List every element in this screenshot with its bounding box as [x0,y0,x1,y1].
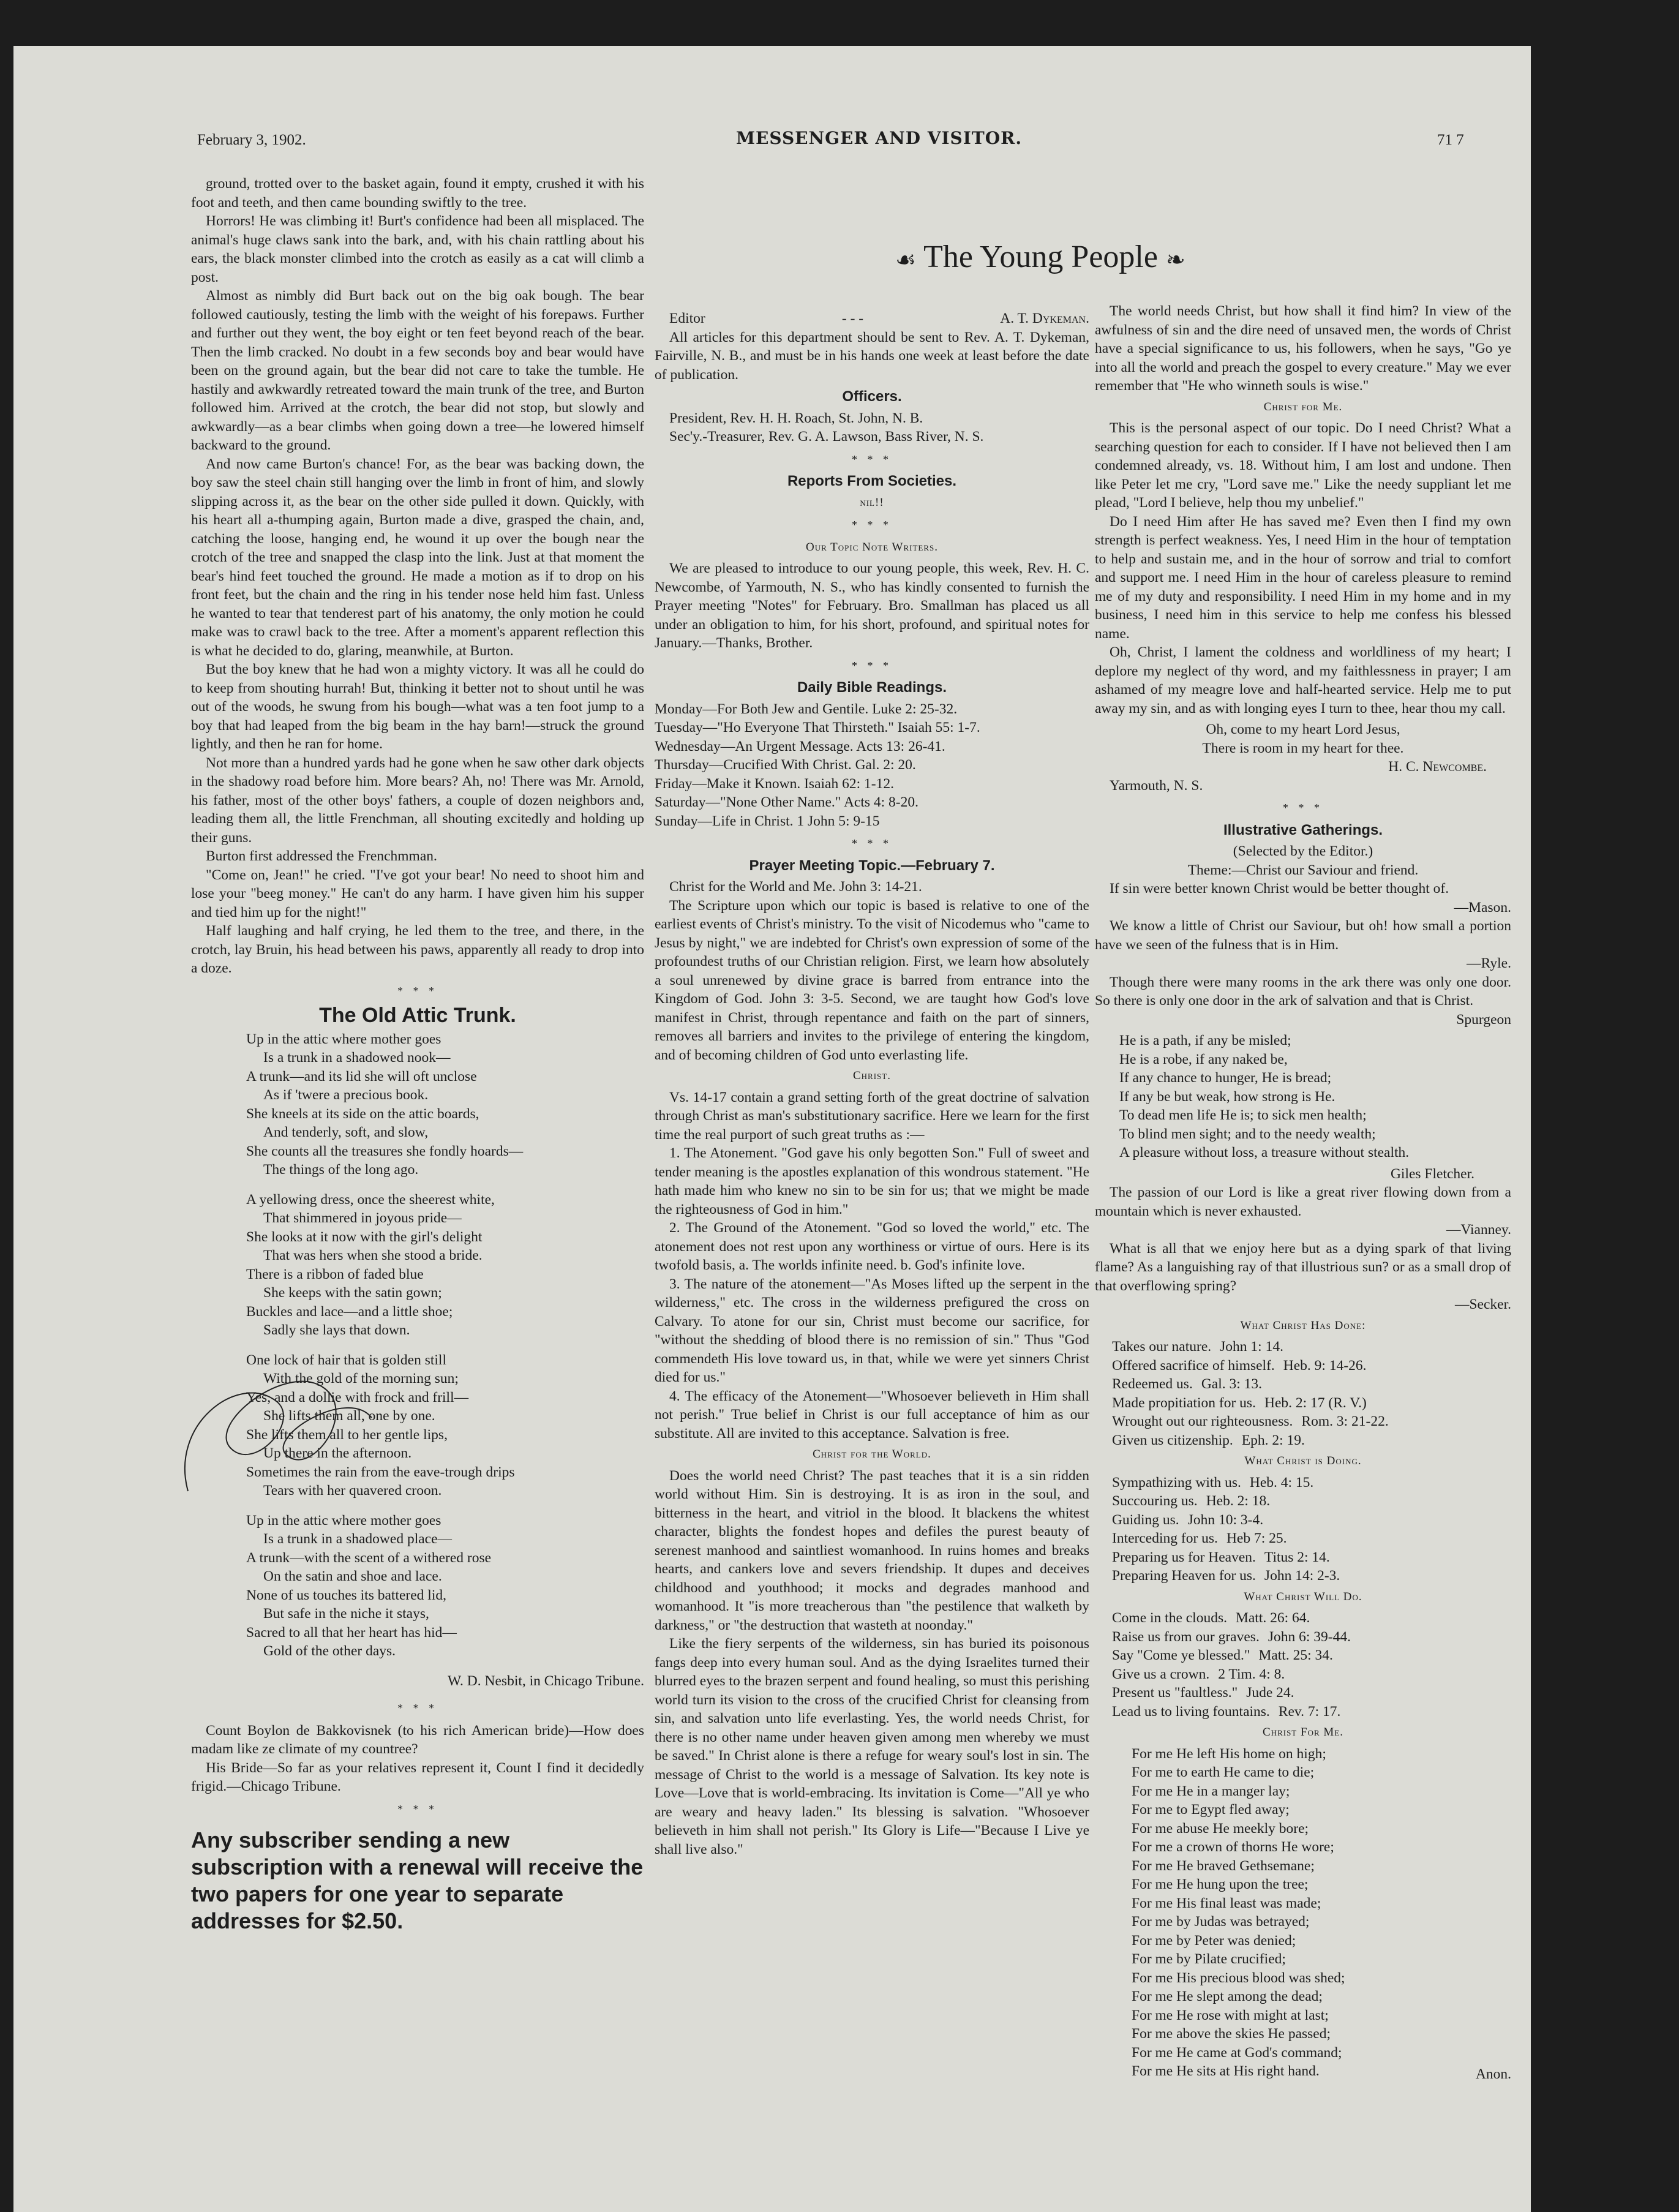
poem-line: Up there in the afternoon. [263,1445,412,1461]
closing-couplet [1095,720,1511,758]
poem-line: A trunk—with the scent of a withered rose [246,1549,492,1566]
poem-line: Gold of the other days. [263,1643,396,1659]
poem-line: Sometimes the rain from the eave-trough drips [246,1464,515,1480]
scripture-reference: John 1: 14. [1220,1339,1283,1355]
page-number: 71 7 [1437,132,1464,148]
section-divider: * * * [397,1802,438,1815]
scripture-reference: Jude 24. [1246,1685,1294,1701]
scripture-reference: Heb 7: 25. [1226,1530,1287,1546]
story-paragraph: "Come on, Jean!" he cried. "I've got your bear! No need to shoot him and lose your "beeg money." He can't do any harm. I have given him his supper and tied him up for the night!" [191,867,644,920]
christ-for-me-poem-line: For me by Judas was betrayed; [1132,1914,1310,1930]
christ-for-me-poem-line: For me He slept among the dead; [1132,1988,1323,2004]
quote-author: —Mason. [1454,899,1511,916]
fletcher-author: Giles Fletcher. [1390,1165,1474,1182]
scripture-action: Give us a crown. [1112,1666,1210,1682]
couplet-line: There is room in my heart for thee. [1202,740,1404,756]
scripture-row [1095,1567,1511,1586]
scripture-action: Say "Come ye blessed." [1112,1647,1250,1663]
christ-for-me-poem-line: For me His final least was made; [1132,1895,1321,1911]
story-paragraph: Not more than a hundred yards had he gone when he saw other dark objects in the shadowy road before him. More bears? Ah, no! There was Mr. Arnold, his father, most of the other boys' fathers, a couple of dozen neighbors and, leading them all, the little Frenchman, all shouting excitedly and holding up their guns. [191,754,644,846]
bible-reading: Saturday—"None Other Name." Acts 4: 8-20. [655,794,918,810]
poem-line: She lifts them all, one by one. [263,1408,435,1424]
christ-heading: Christ. [853,1069,891,1082]
fletcher-line: He is a robe, if any naked be, [1119,1051,1288,1067]
scripture-reference: John 6: 39-44. [1268,1628,1351,1645]
christ-for-me-poem-line: For me He sits at His right hand. [1132,2063,1320,2079]
story-paragraph: ground, trotted over to the basket again, found it empty, crushed it with his foot and teeth, and then came bounding swiftly to the tree. [191,176,644,211]
gatherings-subtitle: (Selected by the Editor.) [1233,843,1373,859]
bible-reading: Sunday—Life in Christ. 1 John 5: 9-15 [655,813,880,829]
christ-for-me-poem-line: For me He rose with might at last; [1132,2007,1329,2023]
scripture-action: Made propitiation for us. [1112,1394,1256,1411]
poem-line: That was hers when she stood a bride. [263,1247,483,1263]
scripture-row [1095,1683,1511,1702]
quote-text: If sin were better known Christ would be better thought of. [1110,881,1449,897]
section-divider: * * * [1283,802,1323,814]
scripture-reference: Titus 2: 14. [1264,1549,1330,1565]
bible-readings-heading: Daily Bible Readings. [797,679,947,696]
will-do-list [1095,1609,1511,1721]
section-divider: * * * [852,837,892,849]
poem-line: And tenderly, soft, and slow, [263,1124,429,1140]
fletcher-line: To blind men sight; and to the needy wealth; [1119,1126,1376,1142]
officers-heading: Officers. [842,388,902,405]
scripture-row [1095,1394,1511,1413]
scripture-reference: John 10: 3-4. [1187,1511,1264,1528]
christ-paragraph: 2. The Ground of the Atonement. "God so loved the world," etc. The atonement does not rest upon any worthiness or virtue of ours. Here is its twofold basis, a. The worlds infinite need. b. God's infinite love. [655,1220,1089,1273]
anecdote [191,1721,644,1796]
story-paragraph: But the boy knew that he had won a mighty victory. It was all he could do to keep from shouting hurrah! But, thinking it better not to shout until he was out of the woods, he swung from his bough—what was a ten foot jump to a boy that had leaped from the big beam in the hay barn!—struck the ground lightly, and then he ran for home. [191,661,644,752]
theme: Theme:—Christ our Saviour and friend. [1187,862,1419,878]
poem-title: The Old Attic Trunk. [319,1004,516,1027]
story-paragraph: Burton first addressed the Frenchmman. [206,848,437,864]
scripture-row [1095,1412,1511,1431]
scripture-reference: Heb. 2: 18. [1206,1493,1271,1509]
poem-line: Is a trunk in a shadowed place— [263,1531,453,1547]
poem-line: Up in the attic where mother goes [246,1031,441,1047]
christ-for-me-poem-author: Anon. [1475,2066,1511,2082]
scripture-row [1095,1628,1511,1647]
scripture-row [1095,1646,1511,1665]
leaf-ornament-icon: ❧ [1165,247,1185,273]
poem-line: A trunk—and its lid she will oft unclose [246,1068,477,1085]
scripture-action: Succouring us. [1112,1493,1198,1509]
fletcher-line: If any chance to hunger, He is bread; [1119,1070,1332,1086]
christ-paragraph: 1. The Atonement. "God gave his only begotten Son." Full of sweet and tender meaning is the apostles explanation of this wondrous statement. "He hath made him who knew no sin to be sin for us; that we might be made the righteousness of God in him." [655,1145,1089,1217]
bible-reading: Monday—For Both Jew and Gentile. Luke 2: 25-32. [655,701,958,717]
scripture-action: Redeemed us. [1112,1376,1193,1392]
section-divider: * * * [397,1702,438,1714]
vianney-quote: The passion of our Lord is like a great river flowing down from a mountain which is never exhausted. [1095,1184,1511,1219]
scripture-reference: Rom. 3: 21-22. [1301,1413,1389,1429]
scripture-action: Given us citizenship. [1112,1432,1233,1448]
poem-line: She counts all the treasures she fondly hoards— [246,1143,524,1159]
scripture-reference: Matt. 25: 34. [1258,1647,1333,1663]
poem-line: She lifts them all to her gentle lips, [246,1426,448,1443]
scripture-row [1095,1431,1511,1450]
editor-line [655,309,1089,328]
christ-for-me-poem-line: For me by Pilate crucified; [1132,1951,1286,1967]
officer-line: President, Rev. H. H. Roach, St. John, N. B. [669,410,923,426]
scripture-reference: Heb. 2: 17 (R. V.) [1264,1394,1367,1411]
poem-line: Sacred to all that her heart has hid— [246,1624,457,1641]
bible-reading: Friday—Make it Known. Isaiah 62: 1-12. [655,775,894,792]
secker-author: —Secker. [1454,1296,1511,1312]
christ-paragraphs [655,1088,1089,1443]
story-paragraph: Half laughing and half crying, he led them to the tree, and there, in the crotch, lay Bruin, his head between his paws, apparently all ready to drop into a doze. [191,923,644,976]
christ-for-me-poem [1095,1745,1511,2081]
world-paragraphs [655,1467,1089,1859]
scripture-reference: Eph. 2: 19. [1241,1432,1305,1448]
officers-list [655,409,1089,446]
quote-text: We know a little of Christ our Saviour, but oh! how small a portion have we seen of the fulness that is in Him. [1095,918,1511,953]
christ-for-me-poem-line: For me His precious blood was shed; [1132,1969,1345,1986]
scripture-reference: John 14: 2-3. [1264,1568,1340,1584]
reports-nil: nil!! [860,495,884,509]
section-title [895,239,1185,275]
issue-date: February 3, 1902. [197,132,306,148]
editor-name: A. T. Dykeman. [1000,310,1089,326]
scripture-row [1095,1702,1511,1721]
christ-for-me-poem-line: For me He braved Gethsemane; [1132,1857,1315,1874]
poem-line: The things of the long ago. [263,1162,419,1178]
scripture-row [1095,1473,1511,1492]
christ-for-me-paragraph: This is the personal aspect of our topic. Do I need Christ? What a searching question for each to consider. If I have not believed then I am condemned already, vs. 18. Without him, I am lost and undone. Then like Peter let me cry, "Lord save me." Like the needy suppliant let me plead, "Lord I believe, help thou my unbelief." [1095,420,1511,511]
christ-for-me-heading: Christ for Me. [1263,400,1343,413]
christ-for-me-poem-line: For me He came at God's command; [1132,2044,1342,2061]
editor-dashes: - - - [841,310,864,326]
poem-line: Yes, and a dollie with frock and frill— [246,1389,469,1405]
scripture-action: Lead us to living fountains. [1112,1703,1270,1720]
scripture-action: Interceding for us. [1112,1530,1218,1546]
scripture-action: Raise us from our graves. [1112,1628,1260,1645]
world-paragraph: Does the world need Christ? The past teaches that it is a sin ridden world without Him. Sin is destroying. It is as iron in the soul, and bitterness in the heart, and vitriol in the blood. It blackens the whitest character, blights the fondest hopes and defiles the purest beauty of serenest manhood and saintliest womanhood. In ruins homes and breaks hearts, and cankers love and severs friendship. It dupes and deceives childhood and youthhood; it mocks and degrades manhood and womanhood. It "is more treacherous than "the pestilence that walketh by darkness," or "the destruction that wasteth at noonday." [655,1467,1089,1633]
will-do-heading: What Christ Will Do. [1244,1590,1362,1603]
christ-paragraph: 3. The nature of the atonement—"As Moses lifted up the serpent in the wilderness," etc. The cross in the wilderness prefigured the cross on Calvary. To atone for our sin, Christ must become our sacrifice, for "without the shedding of blood there is no remission of sin." Thus "God commendeth His love toward us, in that, while we were yet sinners Christ died for us." [655,1276,1089,1385]
scripture-action: Takes our nature. [1112,1339,1212,1355]
prayer-topic-heading: Prayer Meeting Topic.—February 7. [749,857,995,874]
world-heading: Christ for the World. [813,1448,931,1461]
signature: H. C. Newcombe. [1388,759,1487,775]
story-paragraph: Horrors! He was climbing it! Burt's confidence had been all misplaced. The animal's huge claws sank into the bark, and, with his chain rattling about his ears, the black monster climbed into the crotch as easily as a cat will climb a post. [191,213,644,285]
poem-line: Sadly she lays that down. [263,1322,410,1338]
story-text [191,175,644,978]
bible-readings-list [655,700,1089,831]
quote-text: Though there were many rooms in the ark there was only one door. So there is only one door in the ark of salvation and that is Christ. [1095,974,1511,1009]
poem-line: But safe in the niche it stays, [263,1606,429,1622]
scripture-row [1095,1665,1511,1684]
poem-line: As if 'twere a precious book. [263,1087,429,1103]
bible-reading: Tuesday—"Ho Everyone That Thirsteth." Isaiah 55: 1-7. [655,720,980,735]
column-left [191,175,644,1935]
prayer-topic: Christ for the World and Me. John 3: 14-21. [669,879,922,895]
editor-label: Editor [669,310,705,326]
world-paragraph: Like the fiery serpents of the wilderness, sin has buried its poisonous fangs deep into every human soul. And as the dying Israelites turned their blurred eyes to the brazen serpent and found healing, so must this perishing world turn its vision to the cross of the crucified Christ for cleansing from sin, and salvation unto life everlasting. Yes, the world needs Christ, for there is no other name under heaven given among men whereby we must be saved." In Christ alone is there a refuge for weary soul's lost in sin. The message of Christ to the world is a message of Salvation. Its key note is Love—Love that is world-embracing. Its invitation is Come—"All ye who are weary and heavy laden." Its blessing is salvation. "Whosoever believeth in him shall not perish." Its Glory is Life—"Because I Live ye shall live also." [655,1636,1089,1857]
poem-stanza [246,1030,644,1179]
scripture-row [1095,1609,1511,1628]
scripture-row [1095,1337,1511,1356]
section-title-text: The Young People [923,239,1158,274]
prayer-intro: The Scripture upon which our topic is based is relative to one of the earliest events of Christ's ministry. To the visit of Nicodemus who "came to Jesus by night," we are indebted for Christ's own expression of some of the profoundest truths of our Christian religion. First, we learn how absolutely a soul unrenewed by divine grace is barred from entrance into the Kingdom of God. John 3: 3-5. Second, we are taught how God's love manifest in Christ, through repentance and faith on the part of sinners, removes all barriers and invites to the privilege of entering the kingdom, and of becoming children of God unto everlasting life. [655,897,1089,1063]
christ-for-me-paragraph: Oh, Christ, I lament the coldness and worldliness of my heart; I deplore my neglect of thy word, and my faithlessness in prayer; I am ashamed of my meagre love and half-hearted service. Help me to put away my sin, and as with longing eyes I turn to thee, hear thou my call. [1095,644,1511,717]
scripture-row [1095,1548,1511,1567]
quote-author: Spurgeon [1456,1011,1511,1028]
poem-line: Tears with her quavered croon. [263,1483,442,1499]
scripture-row [1095,1492,1511,1511]
christ-for-me-paragraphs [1095,419,1511,718]
bible-reading: Wednesday—An Urgent Message. Acts 13: 26-41. [655,738,945,754]
scripture-reference: Matt. 26: 64. [1235,1610,1310,1626]
section-divider: * * * [852,659,892,672]
christ-for-me-poem-heading: Christ For Me. [1263,1726,1343,1739]
opening-paragraph: The world needs Christ, but how shall it find him? In view of the awfulness of sin and the dire need of unsaved men, the words of Christ have a special significance to us, his followers, when he says, "Go ye into all the world and preach the gospel to every creature." May we ever remember that "He who winneth souls is wise." [1095,303,1511,394]
scripture-reference: Rev. 7: 17. [1278,1703,1341,1720]
pencil-scribble [163,1350,457,1510]
christ-for-me-poem-line: For me He left His home on high; [1132,1745,1326,1762]
poem-line: Is a trunk in a shadowed nook— [263,1050,451,1066]
gatherings-heading: Illustrative Gatherings. [1223,821,1383,838]
has-done-heading: What Christ Has Done: [1240,1319,1366,1332]
fletcher-line: To dead men life He is; to sick men health; [1119,1107,1367,1123]
subscription-ad: Any subscriber sending a new subscription with a renewal will receive the two papers for one year to separate addresses for $2.50. [191,1827,644,1933]
poem-line: On the satin and shoe and lace. [263,1568,442,1584]
quotes-list [1095,879,1511,1029]
scripture-row [1095,1511,1511,1530]
poem-line: A yellowing dress, once the sheerest white, [246,1191,495,1208]
christ-paragraph: 4. The efficacy of the Atonement—"Whosoever believeth in Him shall not perish." True belief in Christ is our full acceptance of him as our substitute. All are invited to this acceptance. Salvation is free. [655,1388,1089,1442]
scripture-reference: Gal. 3: 13. [1201,1376,1263,1392]
note-writers-text: We are pleased to introduce to our young people, this week, Rev. H. C. Newcombe, of Yarmouth, N. S., who has kindly consented to furnish the Prayer meeting "Notes" for February. Bro. Smallman has placed us all under an obligation to him, for his short, profound, and spiritual notes for January.—Thanks, Brother. [655,560,1089,651]
christ-for-me-poem-line: For me to Egypt fled away; [1132,1802,1290,1818]
newspaper-page [13,46,1531,2212]
fletcher-poem [1095,1031,1511,1162]
has-done-list [1095,1337,1511,1450]
vianney-author: —Vianney. [1446,1222,1511,1238]
scripture-row [1095,1356,1511,1375]
fletcher-line: A pleasure without loss, a treasure without stealth. [1119,1145,1410,1161]
masthead: MESSENGER AND VISITOR. [736,128,1023,148]
christ-for-me-poem-line: For me by Peter was denied; [1132,1932,1296,1949]
scripture-action: Offered sacrifice of himself. [1112,1357,1275,1374]
story-paragraph: And now came Burton's chance! For, as the bear was backing down, the boy saw the steel chain still hanging over the limb in front of him, and slowly slipping across it, as the bear on the other side pulled it down. Quickly, with his heart all a-thumping again, Burton made a dive, grasped the chain, and, catching the loose, hanging end, he wound it up over the bough near the crotch of the tree and snapped the clasp into the link. Just at that moment the bear's hind feet touched the ground. He made a motion as if to drop on his front feet, but the chain and the ring in his tender nose held him fast. Unless he wanted to tear that tenderest part of his anatomy, the only motion he could make was to crawl back to the tree. After a moment's apparent reflection this is what he decided to do, glaring, meanwhile, at Burton. [191,456,644,659]
christ-paragraph: Vs. 14-17 contain a grand setting forth of the great doctrine of salvation through Christ as man's substitutionary sacrifice. Here we learn for the first time the real purport of such great truths as :— [655,1089,1089,1143]
poem-line: She keeps with the satin gown; [263,1285,442,1301]
editor-note: All articles for this department should be sent to Rev. A. T. Dykeman, Fairville, N. B., and must be in his hands one week at least before the date of publication. [655,329,1089,383]
poem-line: Buckles and lace—and a little shoe; [246,1303,453,1320]
scripture-action: Guiding us. [1112,1511,1179,1528]
poem-line: That shimmered in joyous pride— [263,1210,462,1226]
poem-line: Up in the attic where mother goes [246,1512,441,1529]
christ-for-me-poem-line: For me He hung upon the tree; [1132,1876,1309,1892]
christ-for-me-paragraph: Do I need Him after He has saved me? Even then I find my own strength is perfect weakness. Yes, I need Him in the hour of temptation to help and sustain me, and in the hour of sorrow and trial to comfort and support me. I need Him in the hour of careless pleasure to remind me of my duty and responsibility. I need Him in my home and in my business, I need him in this service to help me confess his blessed name. [1095,513,1511,642]
poem-line: She kneels at its side on the attic boards, [246,1105,479,1122]
poem-stanza [246,1191,644,1340]
scripture-reference: 2 Tim. 4: 8. [1218,1666,1285,1682]
column-middle [655,309,1089,1859]
christ-for-me-poem-line: For me He in a manger lay; [1132,1783,1290,1799]
christ-for-me-poem-line: For me abuse He meekly bore; [1132,1820,1309,1837]
fletcher-line: He is a path, if any be misled; [1119,1033,1291,1048]
anecdote-paragraph: Count Boylon de Bakkovisnek (to his rich American bride)—How does madam like ze climate of my countree? [191,1722,644,1757]
scripture-reference: Heb. 9: 14-26. [1283,1357,1367,1374]
section-divider: * * * [852,453,892,465]
scripture-action: Preparing Heaven for us. [1112,1568,1256,1584]
christ-for-me-poem-line: For me above the skies He passed; [1132,2026,1331,2042]
scripture-reference: Heb. 4: 15. [1249,1474,1314,1491]
poem-line: There is a ribbon of faded blue [246,1266,424,1282]
secker-quote: What is all that we enjoy here but as a dying spark of that living flame? As a languishing ray of that illustrious sun? or as a small drop of that overflowing spring? [1095,1240,1511,1294]
is-doing-list [1095,1473,1511,1586]
story-paragraph: Almost as nimbly did Burt back out on the big oak bough. The bear followed cautiously, testing the limb with the weight of his forepaws. Further and further out they went, the boy eight or ten feet beyond reach of the bear. Then the limb cracked. No doubt in a few seconds boy and bear would have been on the ground again, but the bear did not care to take the tumble. He hastily and awkwardly retreated toward the main trunk of the tree, and Burton followed him. Arrived at the crotch, the bear did not stop, but slowly and awkwardly—as a bear climbs when going down a tree—he lowered himself backward to the ground. [191,288,644,453]
christ-for-me-poem-line: For me a crown of thorns He wore; [1132,1839,1334,1855]
poem-line: With the gold of the morning sun; [263,1371,459,1386]
christ-for-me-poem-line: For me to earth He came to die; [1132,1764,1315,1780]
section-divider: * * * [397,984,438,997]
reports-heading: Reports From Societies. [787,473,957,489]
poem-attic-trunk [191,1030,644,1661]
poem-line: She looks at it now with the girl's delight [246,1228,483,1245]
scripture-row [1095,1529,1511,1548]
fletcher-line: If any be but weak, how strong is He. [1119,1088,1335,1105]
scripture-action: Present us "faultless." [1112,1685,1238,1701]
poem-stanza [246,1511,644,1661]
anecdote-paragraph: His Bride—So far as your relatives represent it, Count I find it decidedly frigid.—Chicago Tribune. [191,1759,644,1794]
signature-place: Yarmouth, N. S. [1110,777,1203,794]
scripture-action: Wrought out our righteousness. [1112,1413,1293,1429]
couplet-line: Oh, come to my heart Lord Jesus, [1206,721,1400,737]
scripture-row [1095,1375,1511,1394]
poem-line: One lock of hair that is golden still [246,1352,446,1368]
scripture-action: Come in the clouds. [1112,1610,1227,1626]
officer-line: Sec'y.-Treasurer, Rev. G. A. Lawson, Bass River, N. S. [669,429,984,445]
section-divider: * * * [852,519,892,531]
scripture-action: Sympathizing with us. [1112,1474,1241,1491]
note-writers-heading: Our Topic Note Writers. [805,540,939,554]
column-right [1095,302,1511,2083]
poem-line: None of us touches its battered lid, [246,1587,446,1603]
bible-reading: Thursday—Crucified With Christ. Gal. 2: 20. [655,757,916,773]
leaf-ornament-icon: ☙ [895,247,917,273]
quote-author: —Ryle. [1467,955,1511,971]
poem-attribution: W. D. Nesbit, in Chicago Tribune. [448,1672,644,1689]
scripture-action: Preparing us for Heaven. [1112,1549,1256,1565]
is-doing-heading: What Christ is Doing. [1244,1454,1362,1467]
